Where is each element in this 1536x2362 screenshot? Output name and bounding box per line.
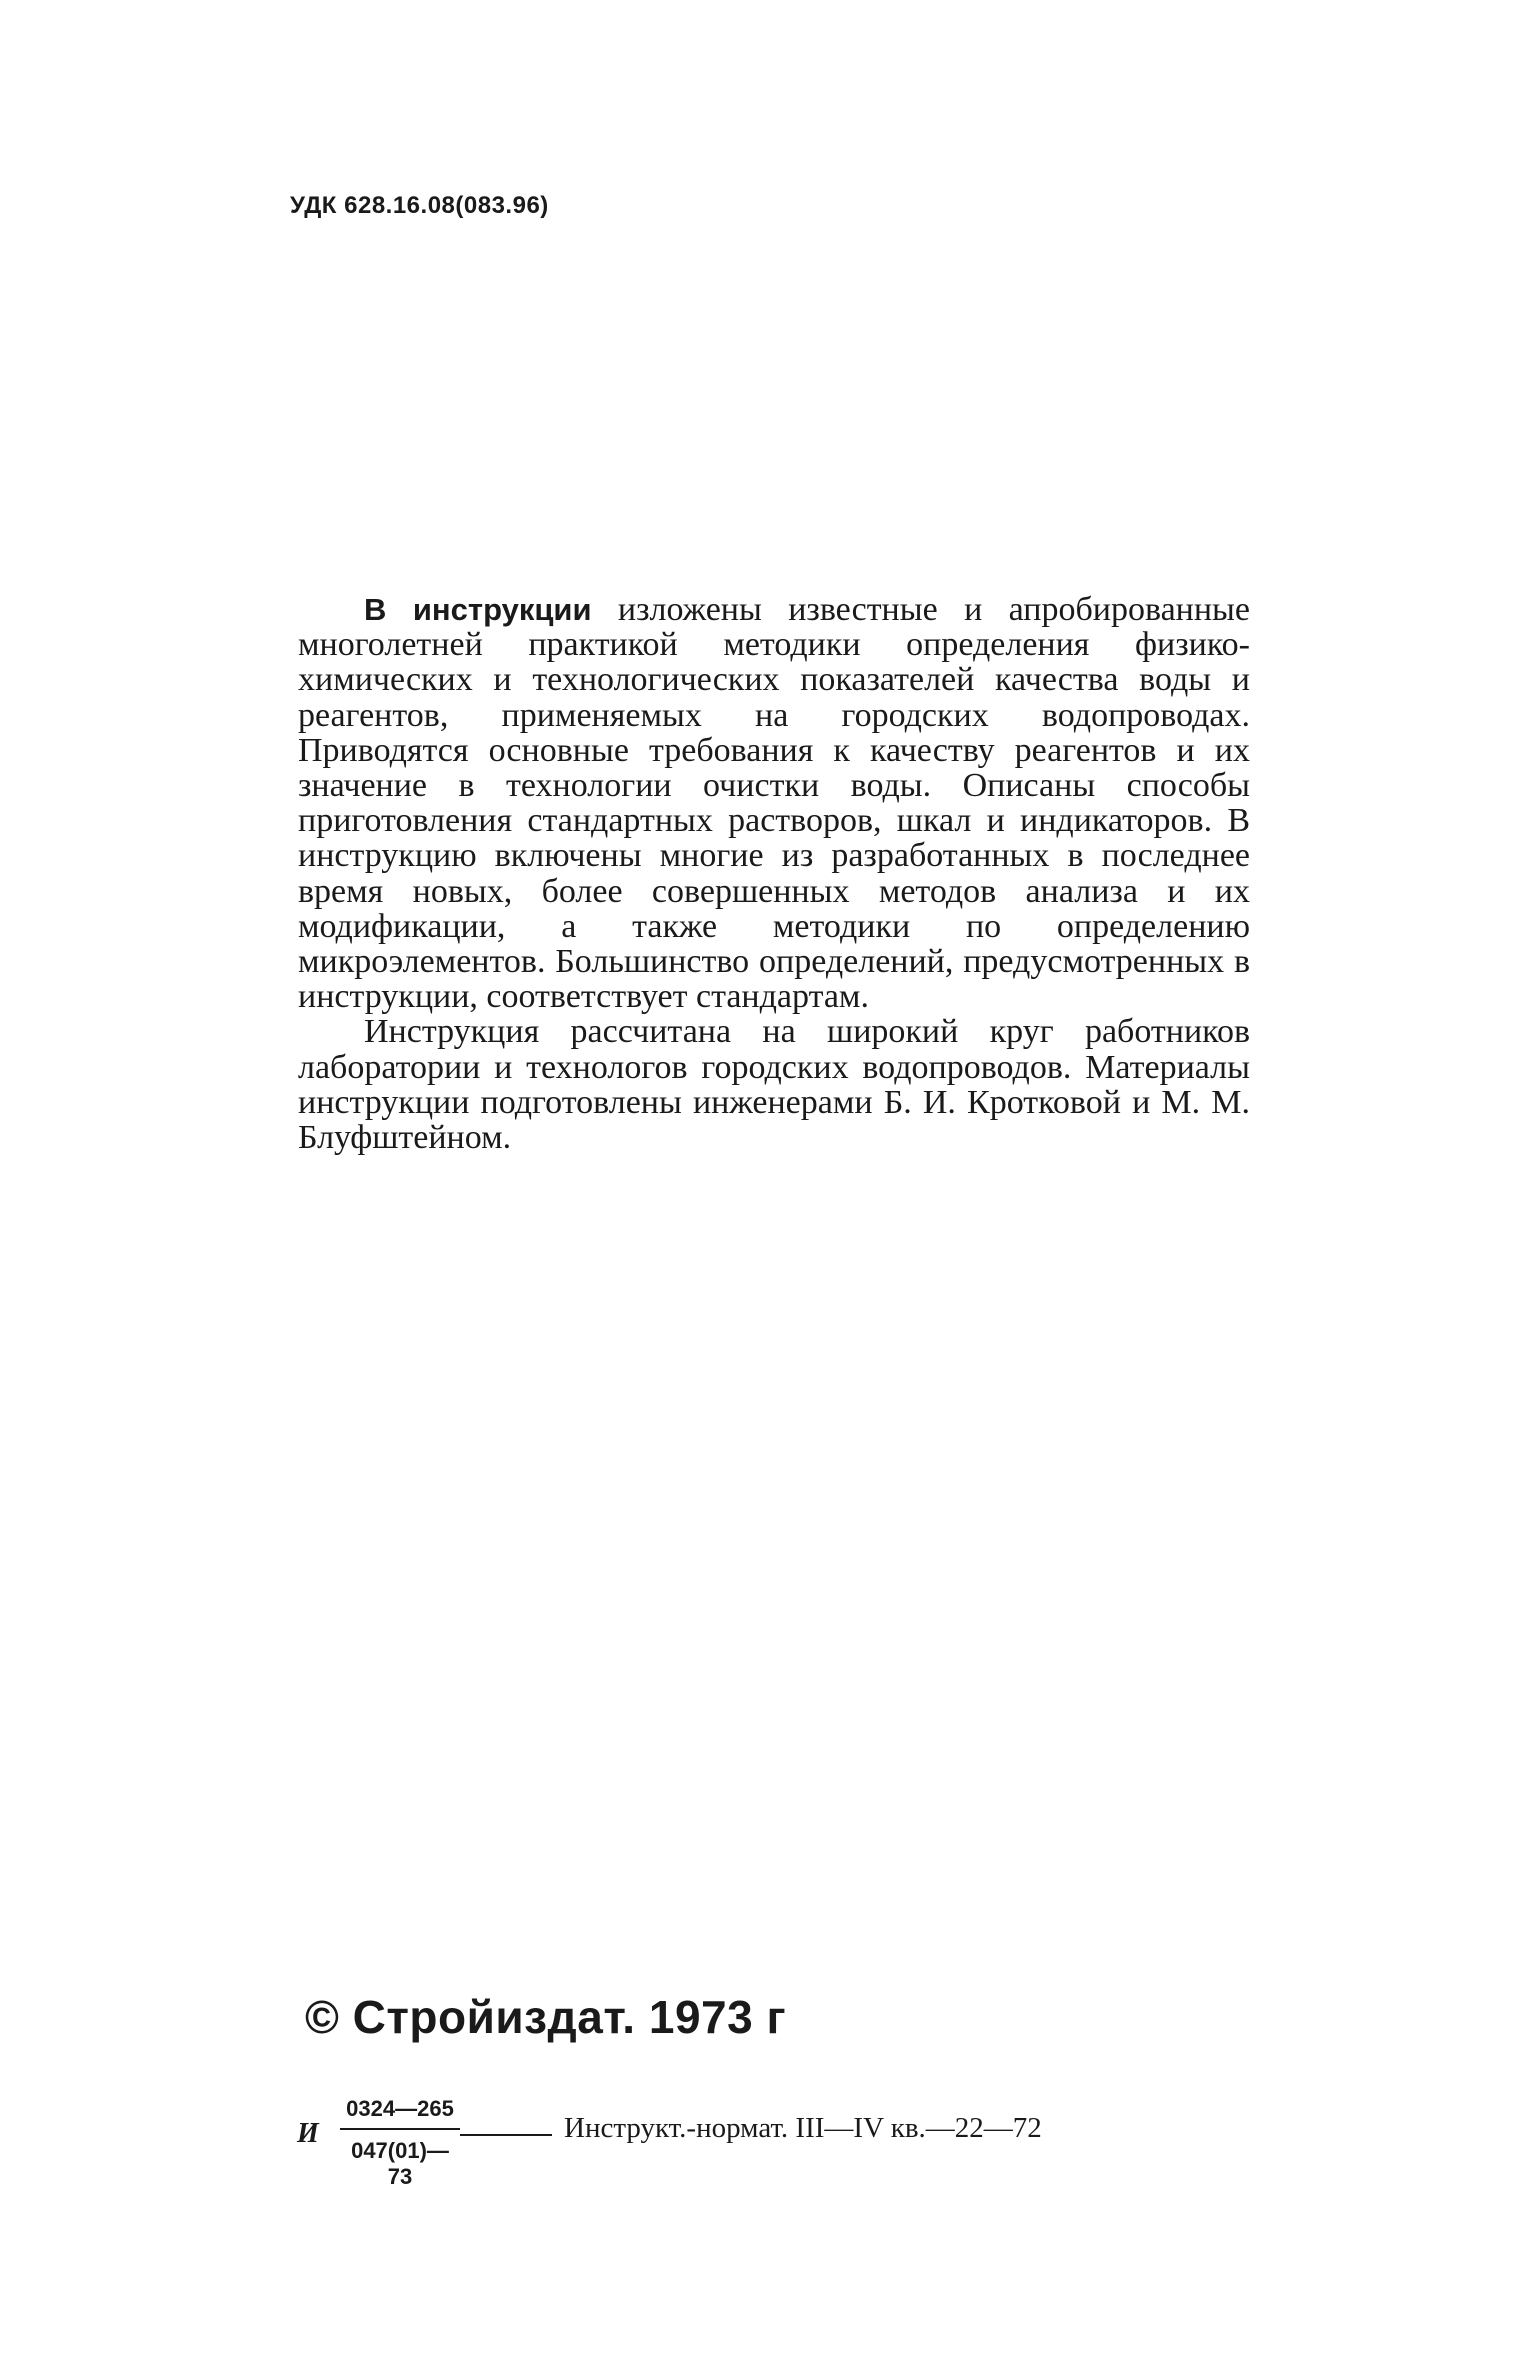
abstract-lead: В инструкции [364, 592, 592, 627]
abstract-paragraph-2: Инструкция рассчитана на широкий круг работников лаборатории и технологов городских водопроводов. Материалы инструкции подготовлены инженерами Б. И. Кротковой и М. М. Блуфштейном. [298, 1013, 1250, 1157]
imprint-fraction [340, 2090, 460, 2190]
udk-code: УДК 628.16.08(083.96) [290, 192, 549, 219]
abstract-paragraph-1-text: изложены известные и апробированные многолетней практикой методики определения физико-химических и технологических показателей качества воды и реагентов, применяемых на городских водопроводах. Приводятся основные требования к качеству реагентов и их значение в технологии очистки воды. Описаны способы приготовления стандартных растворов, шкал и индикаторов. В инструкцию включены многие из разработанных в последнее время новых, более совершенных методов анализа и их модификации, а также методики по определению микроэлементов. Большинство определений, предусмотренных в инструкции, соответствует стандартам. [298, 591, 1250, 1016]
fraction-bar-extension [460, 2134, 552, 2136]
copyright-notice: © Стройиздат. 1973 г [305, 1991, 787, 2043]
imprint-index-letter: И [297, 2118, 319, 2149]
abstract [298, 592, 1250, 1155]
imprint-text: Инструкт.-нормат. III—IV кв.—22—72 [564, 2112, 1042, 2144]
abstract-paragraph-1 [298, 592, 1250, 1014]
publisher-imprint [292, 2090, 1252, 2210]
imprint-denominator: 047(01)—73 [351, 2138, 449, 2189]
imprint-numerator: 0324—265 [346, 2096, 454, 2121]
